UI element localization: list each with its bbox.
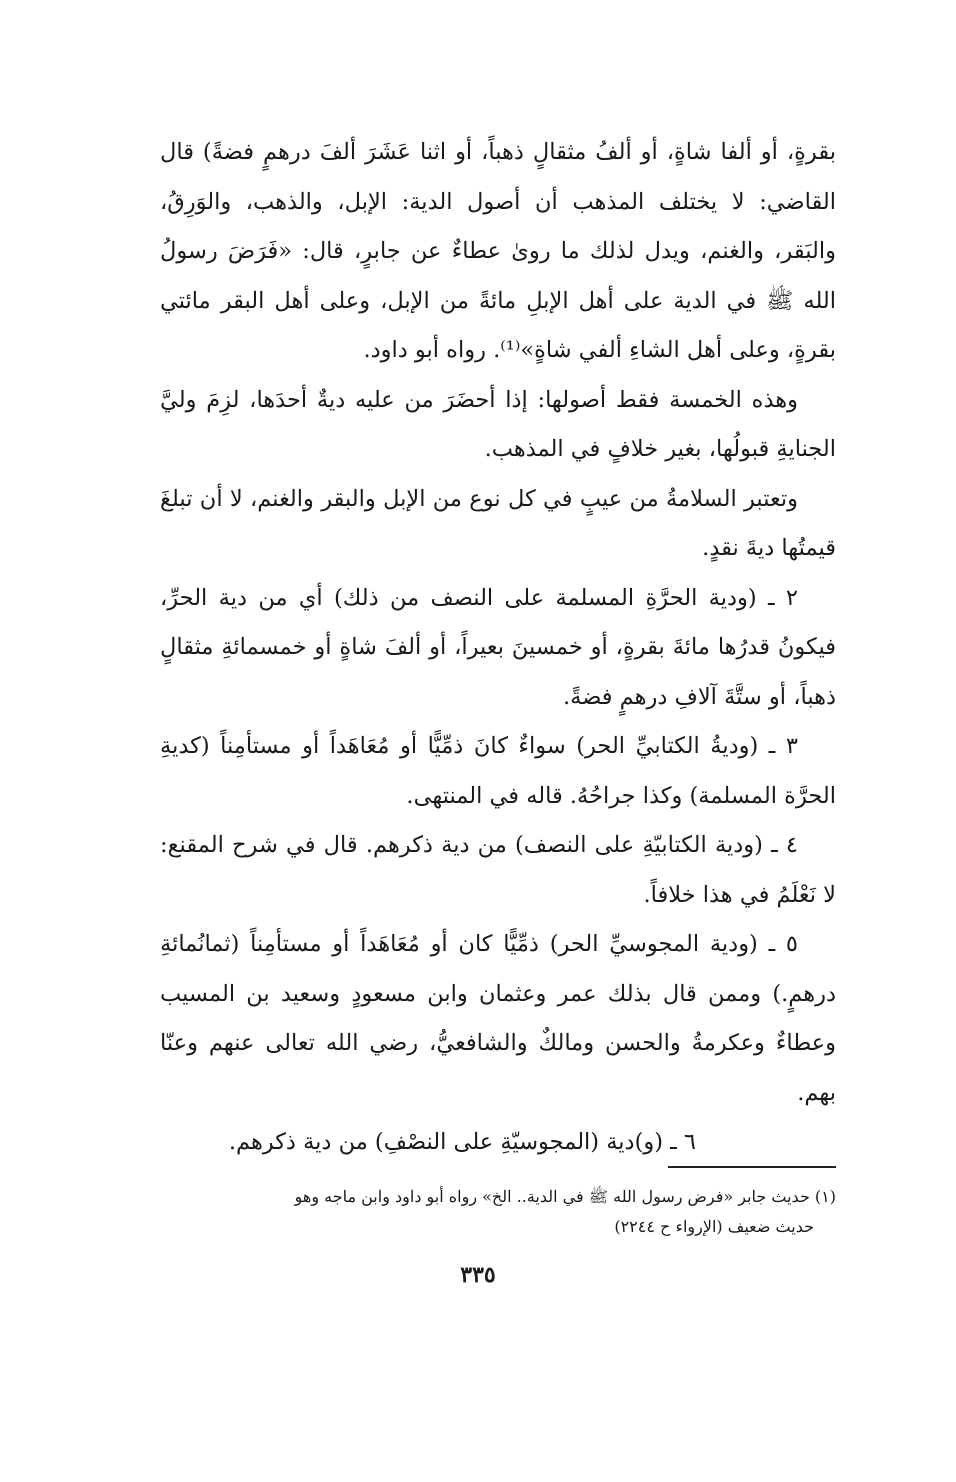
paragraph-8: ٦ ـ (و)دية (المجوسيّةِ على النصْفِ) من دية ذكرهم. <box>228 1129 696 1155</box>
footnote <box>160 1182 836 1242</box>
paragraph-7: ٥ ـ (ودية المجوسيِّ الحر) ذمِّيًّا كان أو مُعَاهَداً أو مستأمِناً (ثمانُمائةِ درهمٍ.) وممن قال بذلك عمر وعثمان وابن مسعودٍ وسعيد بن المسيب وعطاءٌ وعكرمةُ والحسن ومالكٌ والشافعيُّ، رضي الله تعالى عنهم وعنّا بهم. <box>160 931 836 1106</box>
paragraph-1: بقرةٍ، أو ألفا شاةٍ، أو ألفُ مثقالٍ ذهباً، أو اثنا عَشَرَ ألفَ درهمٍ فضةً) قال القاضي: لا يختلف المذهب أن أصول الدية: الإبل، والذهب، والوَرِقُ، والبَقر، والغنم، ويدل لذلك ما روىٰ عطاءٌ عن جابرٍ، قال: «فَرَضَ رسولُ الله ﷺ في الدية على أهل الإبلِ مائةً من الإبل، وعلى أهل البقر مائتي بقرةٍ، وعلى أهل الشاءِ ألفي شاةٍ»⁽¹⁾. رواه أبو داود. <box>160 139 836 363</box>
page-number: ٣٣٥ <box>460 1262 496 1288</box>
footnote-divider <box>668 1166 836 1168</box>
main-text <box>160 128 836 1168</box>
paragraph-2: وهذه الخمسة فقط أصولها: إذا أحضَرَ من عليه ديةٌ أحدَها، لزِمَ وليَّ الجنايةِ قبولُها، بغير خلافٍ في المذهب. <box>160 386 836 462</box>
paragraph-6: ٤ ـ (ودية الكتابيّةِ على النصف) من دية ذكرهم. قال في شرح المقنع: لا نَعْلَمُ في هذا خلافاً. <box>160 832 836 908</box>
paragraph-4: ٢ ـ (ودية الحرَّةِ المسلمة على النصف من ذلك) أي من دية الحرِّ، فيكونُ قدرُها مائةَ بقرةٍ، أو خمسينَ بعيراً، أو ألفَ شاةٍ أو خمسمائةِ مثقالٍ ذهباً، أو ستَّةَ آلافِ درهمٍ فضةً. <box>160 584 836 710</box>
body-text <box>160 128 836 1168</box>
footnote-line-2: حديث ضعيف (الإرواء ح ٢٢٤٤) <box>614 1217 814 1236</box>
paragraph-5: ٣ ـ (وديةُ الكتابيِّ الحر) سواءٌ كانَ ذمِّيًّا أو مُعَاهَداً أو مستأمِناً (كديةِ الحرَّة المسلمة) وكذا جراحُهُ. قاله في المنتهى. <box>160 733 836 809</box>
footnote-line-1: (١) حديث جابر «فرض رسول الله ﷺ في الدية.. الخ» رواه أبو داود وابن ماجه وهو <box>294 1187 836 1206</box>
paragraph-3: وتعتبر السلامةُ من عيبٍ في كل نوع من الإبل والبقر والغنم، لا أن تبلغَ قيمتُها ديةَ نقدٍ. <box>160 485 836 561</box>
